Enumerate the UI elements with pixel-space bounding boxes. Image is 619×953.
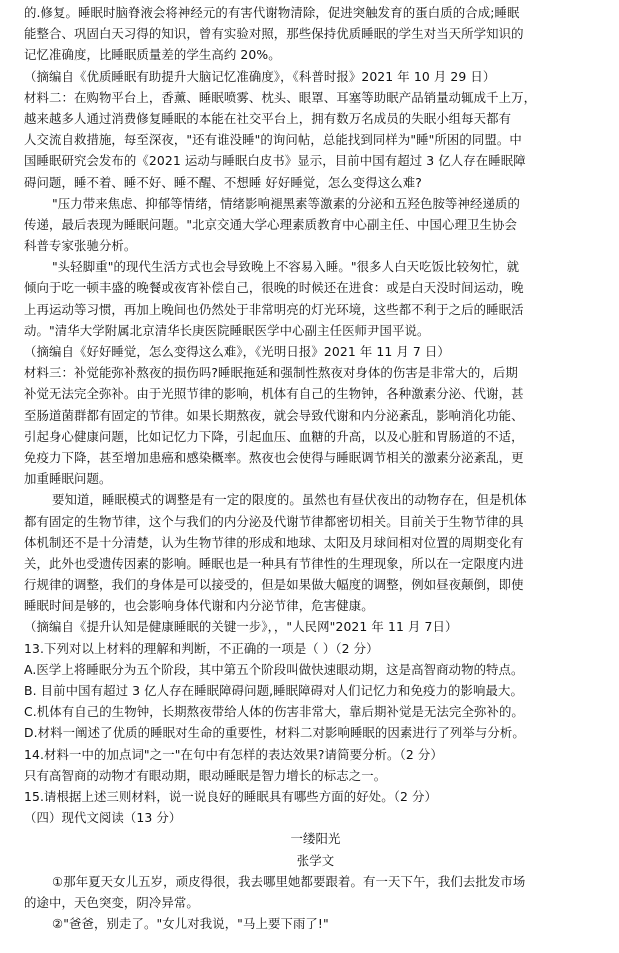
text-line: 补觉无法完全弥补。由于光照节律的影响，机体有自己的生物钟，各种激素分泌、代谢，甚 <box>24 386 524 402</box>
text-line: 越来越多人通过消费修复睡眠的本能在社交平台上，拥有数万名成员的失眠小组每天都有 <box>24 110 512 126</box>
question-14: 14.材料一中的加点词"之一"在句中有怎样的表达效果?请简要分析。（2 分） <box>24 746 443 762</box>
text-line: 能整合、巩固白天习得的知识，曾有实验对照，那些保持优质睡眠的学生对当天所学知识的 <box>24 26 524 42</box>
text-line: 加重睡眠问题。 <box>24 471 112 487</box>
text-line: 碍问题，睡不着、睡不好、睡不醒、不想睡 好好睡觉，怎么变得这么难? <box>24 174 422 190</box>
text-line: "压力带来焦虑、抑郁等情绪，情绪影响褪黑素等激素的分泌和五羟色胺等神经递质的 <box>52 195 520 211</box>
document-page <box>0 2 619 953</box>
text-line: 行规律的调整，我们的身体是可以接受的，但是如果做大幅度的调整，例如昼夜颠倒，即使 <box>24 577 524 593</box>
text-line: 都有固定的生物节律，这个与我们的内分泌及代谢节律都密切相关。目前关于生物节律的具 <box>24 513 524 529</box>
text-line: 至肠道菌群都有固定的节律。如果长期熬夜，就会导致代谢和内分泌紊乱，影响消化功能、 <box>24 407 524 423</box>
text-line: 上再运动等习惯，再加上晚间也仍然处于非常明亮的灯光环境，这些都不利于之后的睡眠活 <box>24 301 524 317</box>
source-citation: （摘编自《好好睡觉，怎么变得这么难》，《光明日报》2021 年 11 月 7 日） <box>24 344 450 359</box>
source-citation: （摘编自《提升认知是健康睡眠的关键一步》，，"人民网"2021 年 11 月 7日） <box>24 619 458 635</box>
text-line: 记忆准确度，比睡眠质量差的学生高约 20%。 <box>24 47 281 63</box>
text-line: "头轻脚重"的现代生活方式也会导致晚上不容易入睡。"很多人白天吃饭比较匆忙，就 <box>52 259 520 275</box>
text-line: 材料二：在购物平台上，香薰、睡眠喷雾、枕头、眼罩、耳塞等助眠产品销量动辄成千上万， <box>24 89 537 105</box>
option-b: B. 目前中国有超过 3 亿人存在睡眠障碍问题,睡眠障碍对人们记忆力和免疫力的影响最大。 <box>24 683 523 698</box>
article-author: 张学文 <box>296 852 335 868</box>
text-line: 材料三：补觉能弥补熬夜的损伤吗?睡眠拖延和强制性熬夜对身体的伤害是非常大的，后期 <box>24 365 518 381</box>
text-line: 免疫力下降，甚至增加患癌和感染概率。熬夜也会使得与睡眠调节相关的激素分泌紊乱，更 <box>24 449 524 465</box>
option-c: C.机体有自己的生物钟，长期熬夜带给人体的伤害非常大，靠后期补觉是无法完全弥补的。 <box>24 704 524 720</box>
question-15: 15.请根据上述三则材料，说一说良好的睡眠具有哪些方面的好处。（2 分） <box>24 788 438 804</box>
text-line: 要知道，睡眠模式的调整是有一定的限度的。虽然也有昼伏夜出的动物存在，但是机体 <box>52 492 527 508</box>
text-line: 睡眠时间是够的，也会影响身体代谢和内分泌节律，危害健康。 <box>24 598 374 614</box>
text-line: 关，此外也受遗传因素的影响。睡眠也是一种具有节律性的生理现象，所以在一定限度内进 <box>24 555 524 571</box>
option-d: D.材料一阐述了优质的睡眠对生命的重要性，材料二对影响睡眠的因素进行了列举与分析。 <box>24 725 525 741</box>
text-line: 引起身心健康问题，比如记忆力下降，引起血压、血糖的升高，以及心脏和胃肠道的不适， <box>24 428 524 444</box>
source-citation: （摘编自《优质睡眠有助提升大脑记忆准确度》，《科普时报》2021 年 10 月 29 日） <box>24 68 496 84</box>
text-line: 人交流自救措施，每至深夜，"还有谁没睡"的询问帖，总能找到同样为"睡"所困的同盟。中 <box>24 132 522 148</box>
text-line: 科普专家张驰分析。 <box>24 238 137 254</box>
text-line: 体机制还不是十分清楚，认为生物节律的形成和地球、太阳及月球间相对位置的周期变化有 <box>24 534 524 550</box>
text-line: 动。"清华大学附属北京清华长庚医院睡眠医学中心副主任医师尹国平说。 <box>24 322 430 338</box>
text-line: 的途中，天色突变，阴冷异常。 <box>24 894 199 910</box>
question-13: 13.下列对以上材料的理解和判断，不正确的一项是（ ）（2 分） <box>24 640 379 656</box>
text-line: ①那年夏天女儿五岁，顽皮得很，我去哪里她都要跟着。有一天下午，我们去批发市场 <box>52 873 526 889</box>
article-title: 一缕阳光 <box>290 831 341 847</box>
text-line: 传递，最后表现为睡眠问题。"北京交通大学心理素质教育中心副主任、中国心理卫生协会 <box>24 216 517 232</box>
section-heading: （四）现代文阅读（13 分） <box>24 810 182 826</box>
quoted-sentence: 只有高智商的动物才有眼动期，眼动睡眠是智力增长的标志之一。 <box>24 767 387 783</box>
text-line: 国睡眠研究会发布的《2021 运动与睡眠白皮书》显示，目前中国有超过 3 亿人存在睡眠障 <box>24 153 526 169</box>
text-line: 的.修复。睡眠时脑脊液会将神经元的有害代谢物清除，促进突触发育的蛋白质的合成;睡眠 <box>24 5 520 20</box>
text-line: ②"爸爸，别走了。"女儿对我说，"马上要下雨了!" <box>52 916 329 932</box>
text-line: 倾向于吃一顿丰盛的晚餐或夜宵补偿自己，很晚的时候还在进食：或是白天没时间运动，晚 <box>24 280 524 296</box>
option-a: A.医学上将睡眠分为五个阶段，其中第五个阶段叫做快速眼动期，这是高智商动物的特点。 <box>24 661 524 677</box>
